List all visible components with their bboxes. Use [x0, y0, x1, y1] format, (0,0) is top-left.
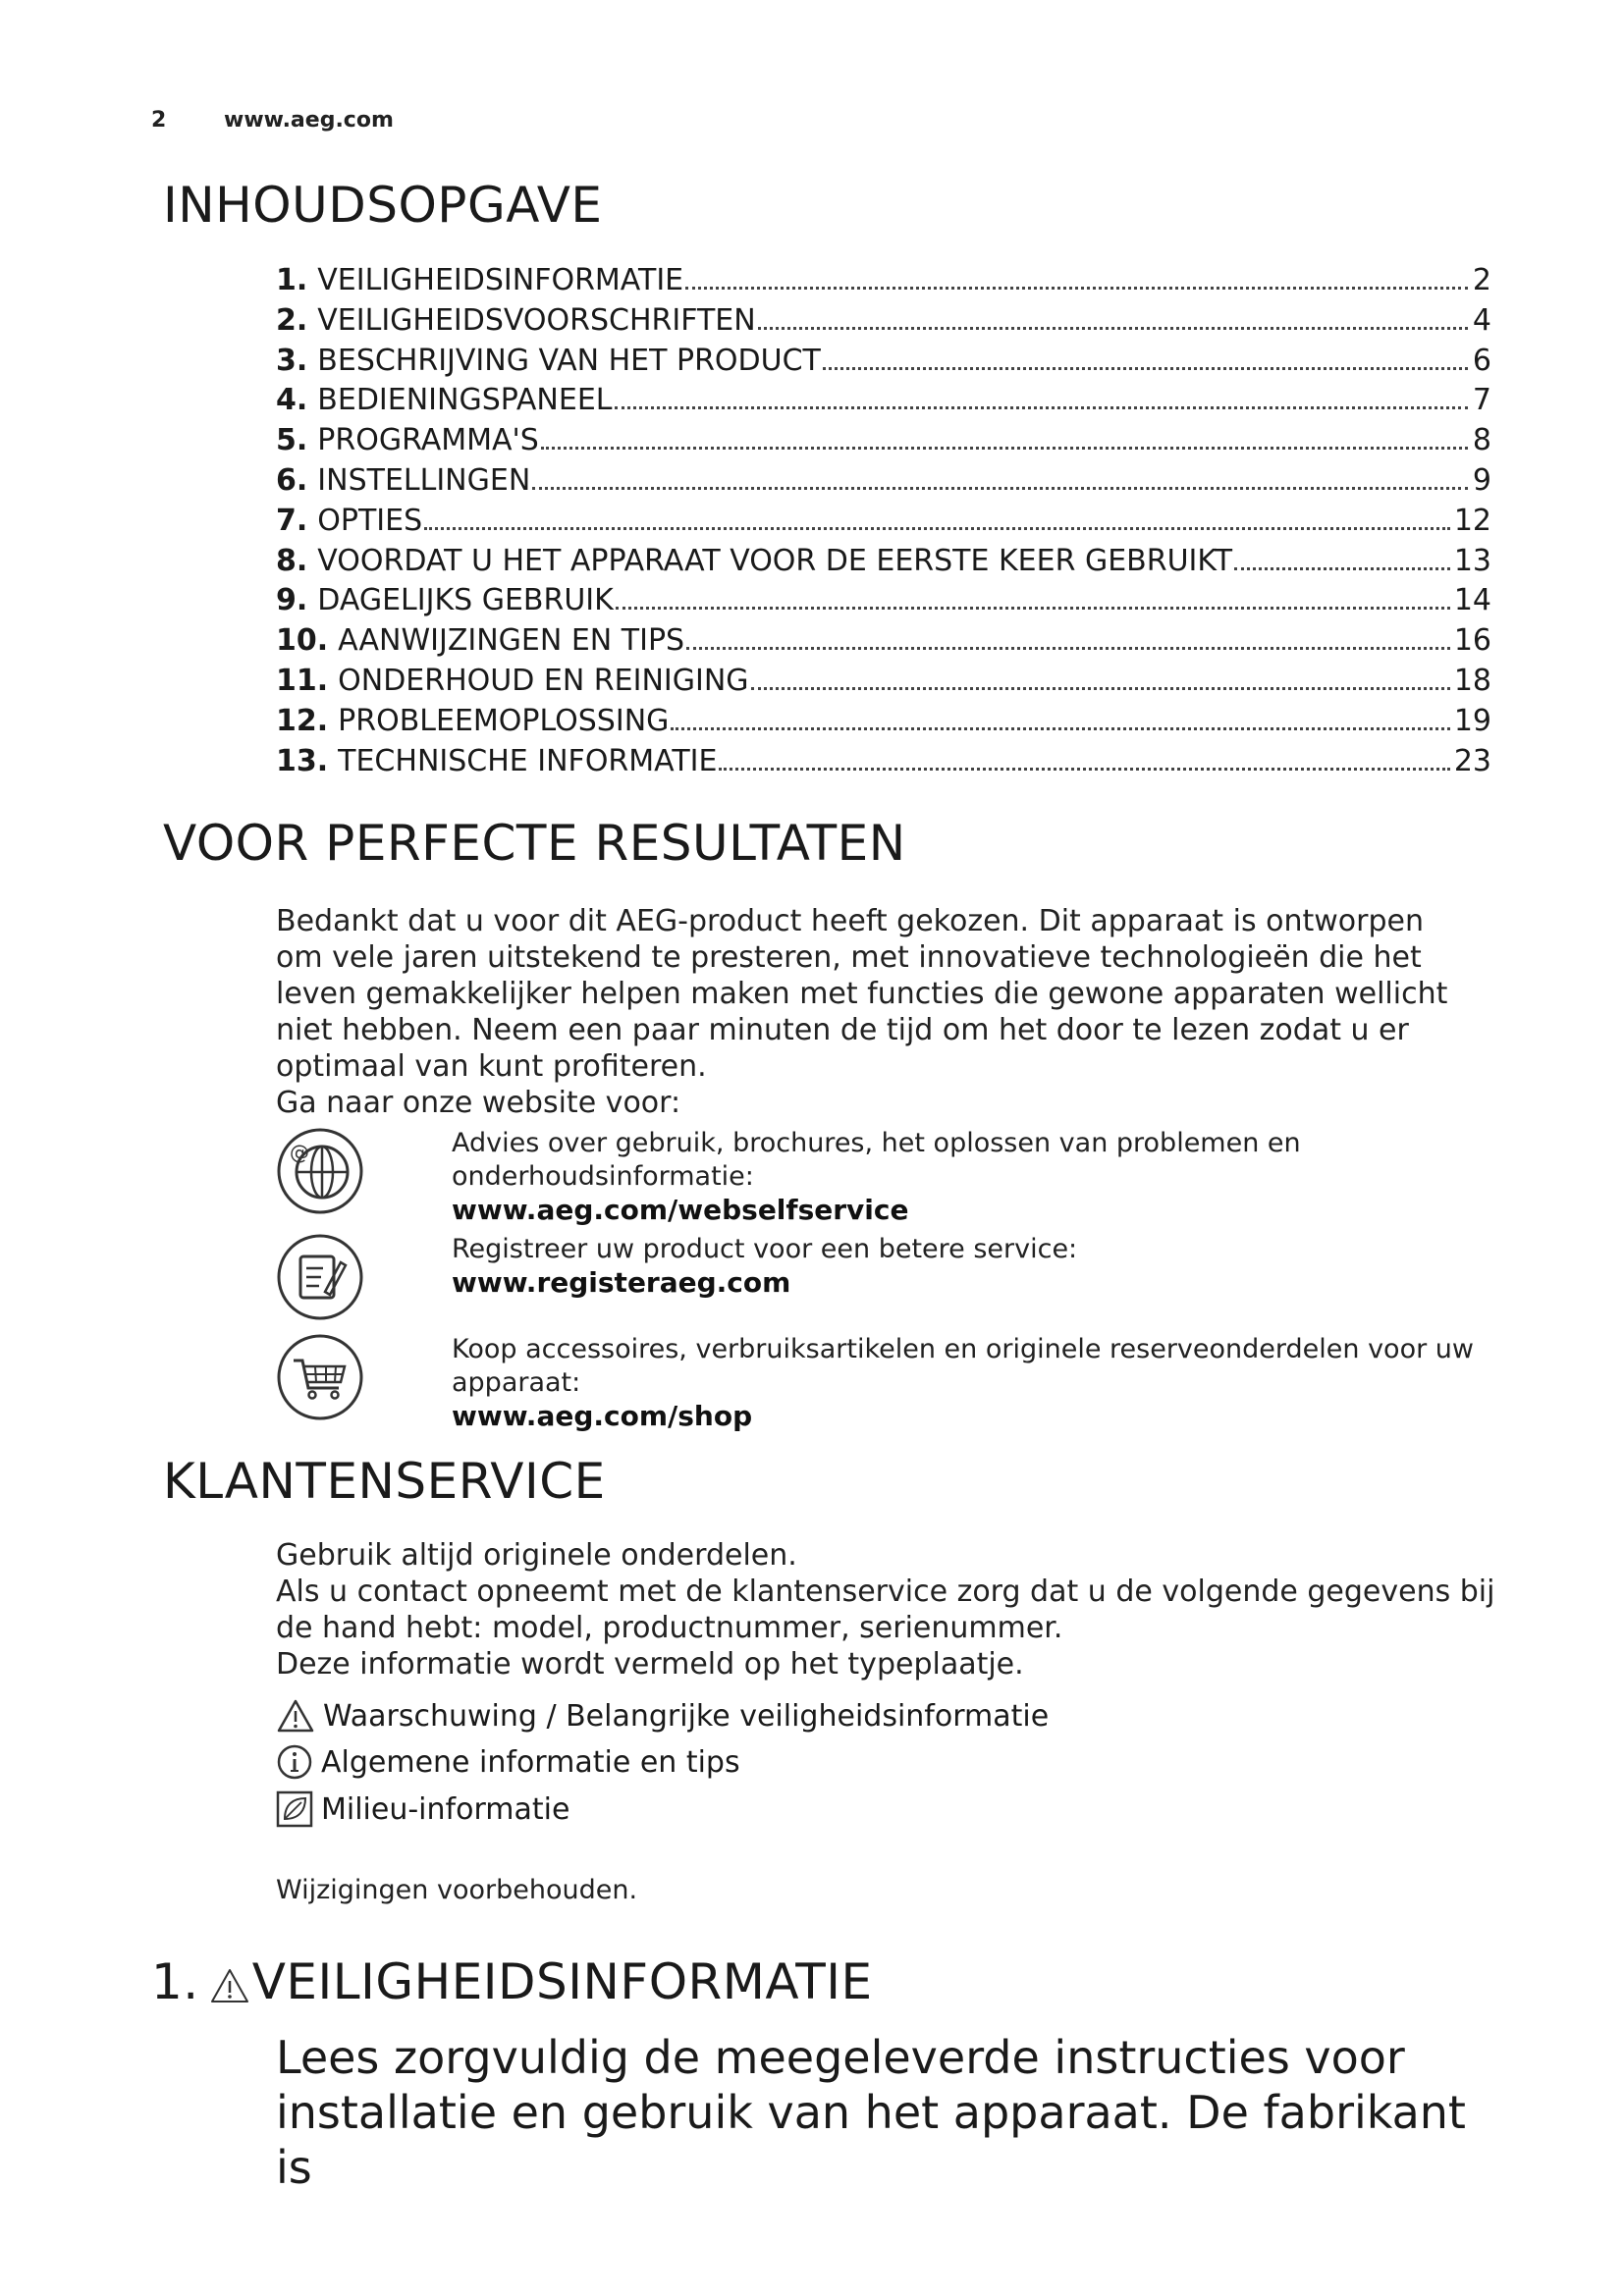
info-icon	[276, 1743, 313, 1781]
toc-entry[interactable]	[276, 383, 1491, 423]
toc-leader	[1234, 566, 1450, 570]
legend-environment	[276, 1788, 569, 1831]
toc-number: 5.	[276, 423, 308, 458]
toc-page: 13	[1453, 543, 1491, 578]
toc-leader	[532, 486, 1468, 490]
legend-environment-text: Milieu-informatie	[321, 1791, 570, 1827]
shop-link[interactable]: www.aeg.com/shop	[452, 1400, 753, 1432]
webselfservice-link[interactable]: www.aeg.com/webselfservice	[452, 1194, 909, 1226]
legend-info	[276, 1740, 740, 1784]
toc-leader	[719, 767, 1449, 771]
toc-page: 18	[1453, 663, 1491, 698]
toc-entry[interactable]	[276, 544, 1491, 584]
toc-leader	[751, 686, 1450, 690]
warning-icon	[276, 1698, 315, 1734]
environment-icon	[276, 1790, 313, 1828]
header-website[interactable]: www.aeg.com	[224, 108, 394, 133]
toc-title: INHOUDSOPGAVE	[163, 177, 603, 234]
warning-icon	[209, 1967, 250, 2004]
toc-entry[interactable]	[276, 664, 1491, 704]
shopping-cart-icon	[276, 1333, 364, 1421]
toc-number: 9.	[276, 583, 308, 618]
shop-item	[276, 1333, 1493, 1431]
toc-number: 11.	[276, 663, 329, 698]
toc-entry[interactable]	[276, 744, 1491, 784]
legend-warning	[276, 1694, 1049, 1737]
toc-entry[interactable]	[276, 623, 1491, 664]
toc-number: 4.	[276, 383, 308, 418]
toc-page: 2	[1472, 263, 1491, 297]
toc-page: 7	[1472, 383, 1491, 418]
visit-text: Ga naar onze website voor:	[276, 1086, 681, 1120]
toc-label: OPTIES	[317, 503, 423, 538]
toc-number: 1.	[276, 263, 308, 297]
toc-leader	[823, 366, 1468, 370]
toc-page: 14	[1453, 583, 1491, 618]
service-line-1: Gebruik altijd originele onderdelen.	[276, 1538, 797, 1573]
register-item	[276, 1233, 1493, 1331]
toc-page: 19	[1453, 703, 1491, 738]
toc-label: TECHNISCHE INFORMATIE	[338, 743, 718, 778]
register-icon	[276, 1233, 364, 1321]
toc-entry[interactable]	[276, 463, 1491, 504]
toc-number: 3.	[276, 343, 308, 378]
service-section	[276, 1537, 1503, 1682]
safety-intro: Lees zorgvuldig de meegeleverde instructies voor installatie en gebruik van het apparaat. De fabrikant is	[276, 2031, 1466, 2194]
toc-number: 2.	[276, 302, 308, 338]
toc-entry[interactable]	[276, 504, 1491, 544]
service-line-3: Deze informatie wordt vermeld op het typeplaatje.	[276, 1647, 1024, 1682]
toc-leader	[424, 526, 1450, 530]
toc-page: 9	[1472, 462, 1491, 498]
svg-text:@: @	[290, 1141, 309, 1164]
toc-leader	[541, 446, 1468, 450]
section-title-perfect: VOOR PERFECTE RESULTATEN	[163, 815, 906, 872]
toc-label: VEILIGHEIDSVOORSCHRIFTEN	[317, 302, 756, 338]
globe-icon	[276, 1127, 364, 1215]
toc-leader	[615, 405, 1468, 409]
toc-entry[interactable]	[276, 423, 1491, 463]
toc-label: BESCHRIJVING VAN HET PRODUCT	[317, 343, 821, 378]
toc-leader	[758, 326, 1468, 330]
toc-label: ONDERHOUD EN REINIGING	[338, 663, 749, 698]
toc-page: 16	[1453, 623, 1491, 659]
toc-label: PROBLEEMOPLOSSING	[338, 703, 670, 738]
toc-label: VEILIGHEIDSINFORMATIE	[317, 263, 684, 297]
legend-warning-text: Waarschuwing / Belangrijke veiligheidsinformatie	[323, 1698, 1050, 1734]
toc-label: DAGELIJKS GEBRUIK	[317, 583, 614, 618]
webselfservice-item	[276, 1127, 1493, 1225]
toc-page: 8	[1472, 423, 1491, 458]
toc-page: 23	[1453, 743, 1491, 778]
webselfservice-text: Advies over gebruik, brochures, het oplossen van problemen en onderhoudsinformatie:	[452, 1128, 1301, 1192]
toc-entry[interactable]	[276, 263, 1491, 303]
register-text: Registreer uw product voor een betere service:	[452, 1234, 1078, 1264]
toc-leader	[616, 606, 1450, 610]
page-number: 2	[151, 108, 167, 133]
perfect-section	[276, 903, 1454, 1121]
toc-leader	[686, 646, 1450, 650]
toc-page: 6	[1472, 343, 1491, 378]
toc-number: 12.	[276, 703, 329, 738]
intro-paragraph: Bedankt dat u voor dit AEG-product heeft gekozen. Dit apparaat is ontworpen om vele jaren uitstekend te presteren, met innovatieve technologieën die het leven gemakkelijker helpen maken met functies die gewone apparaten wellicht niet hebben. Neem een paar minuten de tijd om het door te lezen zodat u er optimaal van kunt profiteren.	[276, 904, 1448, 1084]
toc-label: PROGRAMMA'S	[317, 423, 539, 458]
toc-page: 4	[1472, 302, 1491, 338]
toc-label: BEDIENINGSPANEEL	[317, 383, 613, 418]
toc-entry[interactable]	[276, 344, 1491, 384]
toc-label: VOORDAT U HET APPARAAT VOOR DE EERSTE KEER GEBRUIKT	[317, 543, 1233, 578]
toc-entry[interactable]	[276, 583, 1491, 623]
section-title-safety	[151, 1953, 873, 2010]
service-line-2: Als u contact opneemt met de klantenservice zorg dat u de volgende gegevens bij de hand hebt: model, productnummer, serienummer.	[276, 1575, 1495, 1645]
section-title-service: KLANTENSERVICE	[163, 1453, 606, 1510]
toc-page: 12	[1453, 503, 1491, 538]
table-of-contents	[276, 263, 1491, 783]
toc-number: 8.	[276, 543, 308, 578]
section-number: 1.	[151, 1953, 199, 2010]
register-link[interactable]: www.registeraeg.com	[452, 1266, 791, 1299]
toc-label: AANWIJZINGEN EN TIPS	[338, 623, 685, 659]
changes-notice: Wijzigingen voorbehouden.	[276, 1875, 638, 1905]
toc-number: 10.	[276, 623, 329, 659]
toc-number: 7.	[276, 503, 308, 538]
legend-info-text: Algemene informatie en tips	[321, 1744, 740, 1780]
toc-number: 6.	[276, 462, 308, 498]
toc-number: 13.	[276, 743, 329, 778]
toc-leader	[685, 286, 1468, 290]
toc-entry[interactable]	[276, 704, 1491, 744]
toc-label: INSTELLINGEN	[317, 462, 531, 498]
page-header	[151, 108, 394, 133]
toc-leader	[671, 726, 1449, 730]
safety-title-text: VEILIGHEIDSINFORMATIE	[251, 1953, 873, 2010]
toc-entry[interactable]	[276, 303, 1491, 344]
shop-text: Koop accessoires, verbruiksartikelen en originele reserveonderdelen voor uw apparaat:	[452, 1334, 1474, 1398]
